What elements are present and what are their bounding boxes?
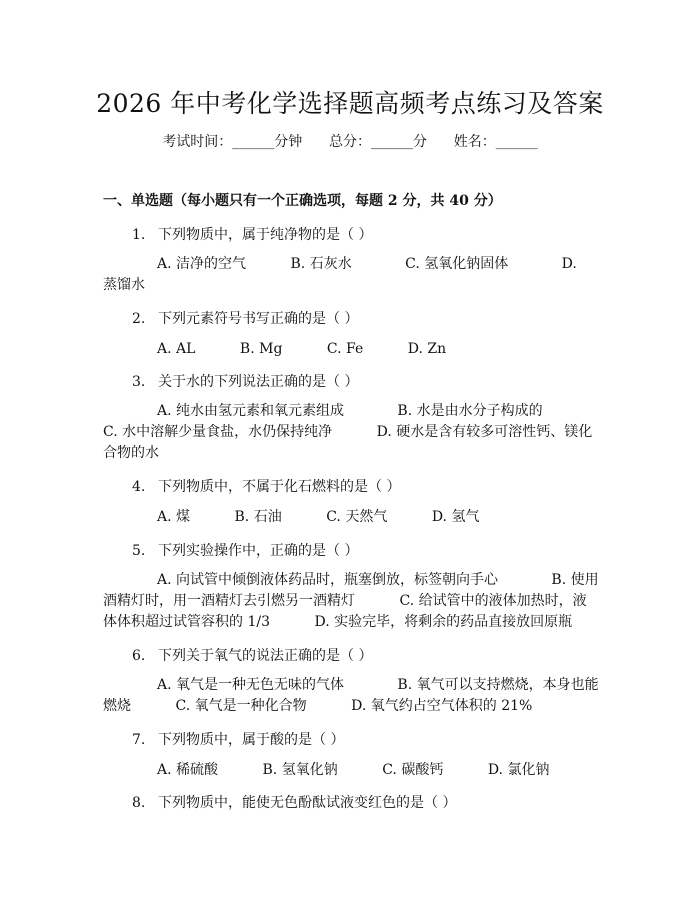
question-6 bbox=[132, 645, 372, 665]
question-stem: 下列物质中，属于纯净物的是（ ） bbox=[158, 227, 373, 243]
question-number: 6. bbox=[132, 648, 146, 664]
question-7 bbox=[132, 729, 344, 749]
section-heading: 一、单选题（每小题只有一个正确选项，每题 2 分，共 40 分） bbox=[103, 193, 502, 209]
question-number: 4. bbox=[132, 479, 146, 495]
question-7-options: A. 稀硫酸 B. 氢氧化钠 C. 碳酸钙 D. 氯化钠 bbox=[157, 762, 550, 778]
exam-meta-line: 考试时间：______分钟 总分：______分 姓名：______ bbox=[162, 134, 538, 150]
question-3 bbox=[132, 371, 358, 391]
question-8 bbox=[132, 792, 456, 812]
question-4-options: A. 煤 B. 石油 C. 天然气 D. 氢气 bbox=[157, 509, 480, 525]
question-stem: 下列关于氧气的说法正确的是（ ） bbox=[158, 648, 373, 664]
question-6-options: A. 氧气是一种无色无味的气体 B. 氧气可以支持燃烧，本身也能燃烧 C. 氧气是一种化合物 D. 氧气约占空气体积的 21% bbox=[103, 677, 599, 714]
question-stem: 下列物质中，能使无色酚酞试液变红色的是（ ） bbox=[158, 795, 457, 811]
page-title: 2026 年中考化学选择题高频考点练习及答案 bbox=[96, 89, 604, 118]
question-stem: 下列元素符号书写正确的是（ ） bbox=[158, 311, 359, 327]
question-3-options: A. 纯水由氢元素和氧元素组成 B. 水是由水分子构成的 C. 水中溶解少量食盐，水仍保持纯净 D. 硬水是含有较多可溶性钙、镁化合物的水 bbox=[103, 403, 593, 461]
question-stem: 下列实验操作中，正确的是（ ） bbox=[158, 543, 359, 559]
question-number: 8. bbox=[132, 795, 146, 811]
question-number: 1. bbox=[132, 227, 146, 243]
question-stem: 下列物质中，属于酸的是（ ） bbox=[158, 732, 345, 748]
question-5-options: A. 向试管中倾倒液体药品时，瓶塞倒放，标签朝向手心 B. 使用酒精灯时，用一酒精灯去引燃另一酒精灯 C. 给试管中的液体加热时，液体体积超过试管容积的 1/3 D. 实验完毕，将剩余的药品直接放回原瓶 bbox=[103, 572, 599, 630]
question-stem: 下列物质中，不属于化石燃料的是（ ） bbox=[158, 479, 401, 495]
question-number: 2. bbox=[132, 311, 146, 327]
question-1 bbox=[132, 224, 372, 244]
question-number: 3. bbox=[132, 374, 146, 390]
question-1-options: A. 洁净的空气 B. 石灰水 C. 氢氧化钠固体 D. bbox=[157, 256, 577, 272]
question-1-options-continued: 蒸馏水 bbox=[103, 277, 145, 293]
question-2-options: A. AL B. Mg C. Fe D. Zn bbox=[157, 341, 447, 357]
question-stem: 关于水的下列说法正确的是（ ） bbox=[158, 374, 359, 390]
question-number: 5. bbox=[132, 543, 146, 559]
question-4 bbox=[132, 476, 400, 496]
question-2 bbox=[132, 308, 358, 328]
question-5 bbox=[132, 540, 358, 560]
question-number: 7. bbox=[132, 732, 146, 748]
